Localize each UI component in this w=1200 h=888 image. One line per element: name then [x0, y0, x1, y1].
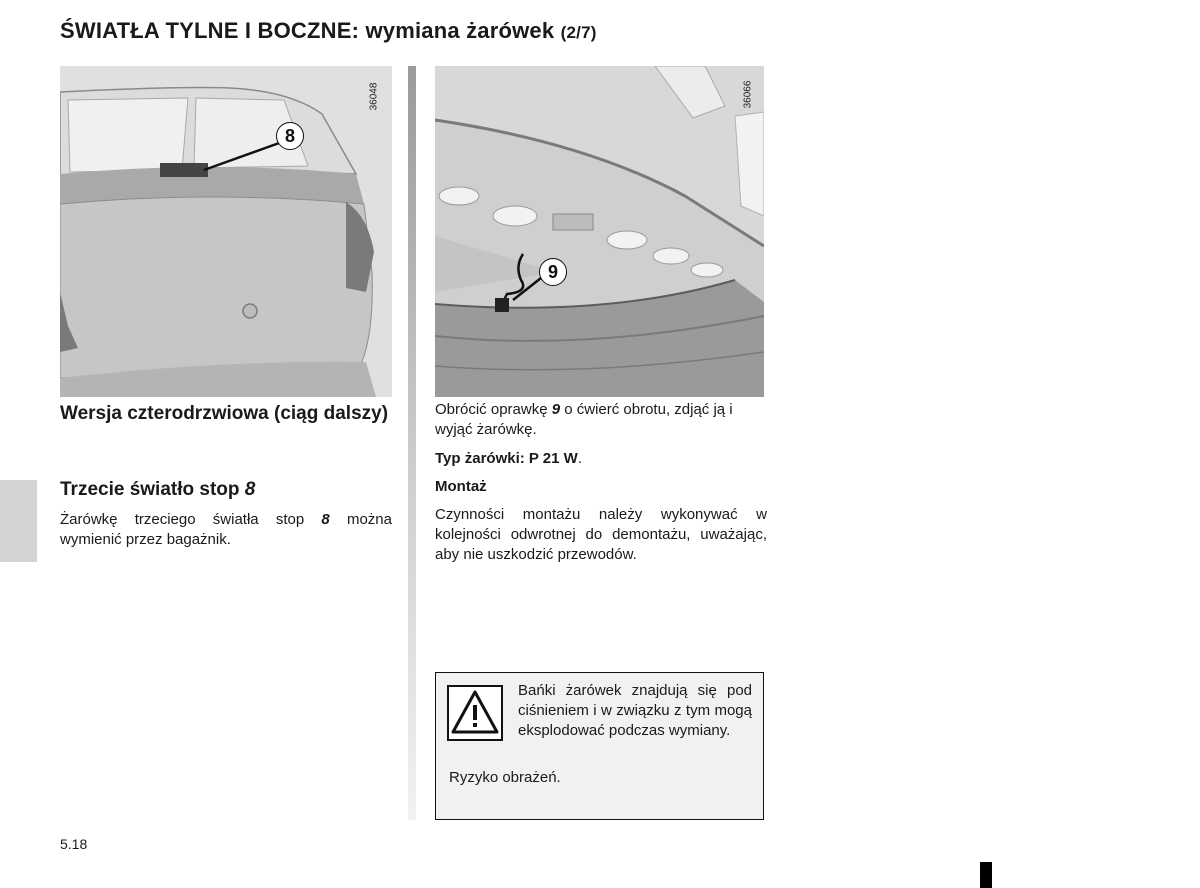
paragraph-bulb-access-ref: 8: [321, 511, 330, 528]
column-divider: [408, 66, 416, 820]
paragraph-bulb-access-b: można wymienić przez bagażnik.: [60, 511, 392, 548]
car-rear-illustration: [60, 66, 392, 397]
bulb-type-dot: .: [577, 450, 582, 467]
callout-8: 8: [276, 122, 304, 150]
warning-triangle-icon: [447, 685, 503, 741]
subheading-text: Trzecie światło stop: [60, 479, 245, 500]
figure-code-36066: 36066: [742, 80, 754, 109]
figure-car-rear: [60, 66, 392, 397]
paragraph-turn-socket: [435, 400, 767, 440]
warning-risk: Ryzyko obrażeń.: [449, 769, 561, 786]
chapter-side-tab: [0, 480, 37, 562]
page-number: 5.18: [60, 836, 88, 852]
corner-mark: [980, 862, 992, 888]
bulb-type: [435, 449, 582, 469]
warning-text: Bańki żarówek znajdują się pod ciśnieniem i w związku z tym mogą eksplodować podczas wymiany.: [518, 682, 752, 739]
paragraph-turn-socket-a: Obrócić oprawkę: [435, 401, 552, 418]
paragraph-bulb-access-a: Żarówkę trzeciego światła stop: [60, 511, 322, 528]
section-heading: Wersja czterodrzwiowa (ciąg dalszy): [60, 403, 389, 424]
bulb-type-label: Typ żarówki: P 21 W: [435, 450, 578, 467]
paragraph-bulb-access: [60, 510, 392, 550]
warning-box: [435, 672, 764, 820]
callout-9: 9: [539, 258, 567, 286]
montage-heading: Montaż: [435, 478, 487, 495]
montage-instructions: Czynności montażu należy wykonywać w kolejności odwrotnej do demontażu, uważając, aby nie uszkodzić przewodów.: [435, 506, 767, 563]
figure-code-36048: 36048: [368, 82, 380, 111]
figure-trunk-lid: [435, 66, 764, 397]
subheading-ref: 8: [244, 479, 256, 500]
page-part-indicator: (2/7): [560, 23, 597, 42]
page-title-text: ŚWIATŁA TYLNE I BOCZNE: wymiana żarówek: [60, 18, 555, 43]
subheading-third-brake-light: [60, 479, 255, 501]
page-title: [60, 18, 597, 44]
trunk-lid-illustration: [435, 66, 764, 397]
paragraph-turn-socket-b: o ćwierć obrotu, zdjąć ją i wyjąć żarówkę.: [435, 401, 733, 438]
paragraph-turn-socket-ref: 9: [551, 401, 561, 418]
